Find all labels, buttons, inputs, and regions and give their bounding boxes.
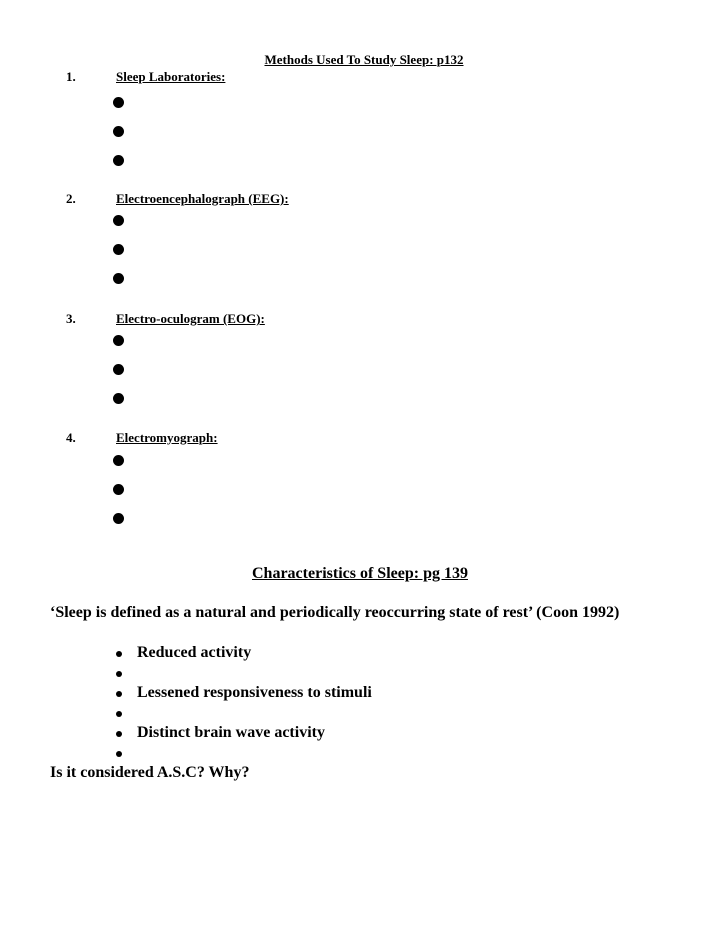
bullet-icon [113, 155, 124, 166]
bullet-icon [116, 651, 122, 657]
bullet-icon [113, 393, 124, 404]
section-heading: Electro-oculogram (EOG): [116, 311, 265, 326]
bullet-icon [113, 513, 124, 524]
methods-title-text: Methods Used To Study Sleep: p132 [264, 52, 464, 67]
bullet-icon [113, 244, 124, 255]
section-number: 1. [66, 69, 76, 84]
question-text: Is it considered A.S.C? Why? [50, 764, 250, 781]
list-item-text: Lessened responsiveness to stimuli [137, 684, 372, 701]
bullet-icon [116, 731, 122, 737]
bullet-icon [116, 751, 122, 757]
bullet-icon [113, 126, 124, 137]
bullet-icon [113, 335, 124, 346]
list-item-text: Reduced activity [137, 644, 252, 661]
bullet-icon [113, 215, 124, 226]
bullet-icon [113, 273, 124, 284]
section-heading: Electromyograph: [116, 430, 218, 445]
bullet-icon [113, 484, 124, 495]
bullet-icon [116, 691, 122, 697]
characteristics-title: Characteristics of Sleep: pg 139 [252, 565, 468, 582]
bullet-icon [116, 711, 122, 717]
bullet-icon [113, 364, 124, 375]
bullet-icon [116, 671, 122, 677]
section-number: 2. [66, 191, 76, 206]
list-item-text: Distinct brain wave activity [137, 724, 325, 741]
definition-quote: ‘Sleep is defined as a natural and periodically reoccurring state of rest’ (Coon 1992) [50, 604, 620, 621]
bullet-icon [113, 97, 124, 108]
section-number: 4. [66, 430, 76, 445]
bullet-icon [113, 455, 124, 466]
methods-title [0, 52, 728, 68]
section-heading: Sleep Laboratories: [116, 69, 226, 84]
section-heading: Electroencephalograph (EEG): [116, 191, 289, 206]
section-number: 3. [66, 311, 76, 326]
